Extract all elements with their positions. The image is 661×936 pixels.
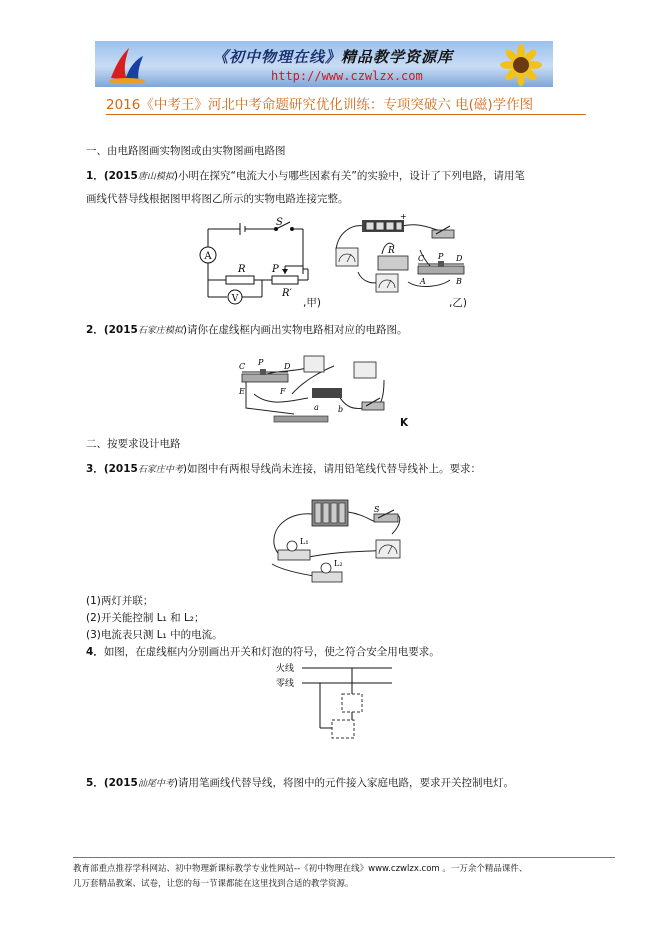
footer-text: [73, 862, 527, 892]
footer-divider: [73, 857, 615, 858]
q3-l2-label: L₂: [334, 559, 343, 568]
rheostat-label: R′: [282, 288, 292, 299]
switch-body: [432, 230, 454, 238]
voltmeter-body: [376, 274, 398, 292]
q2-c-label: C: [239, 362, 246, 371]
q3-l1-label: L₁: [300, 537, 309, 546]
lamp-2-bulb-icon: [321, 563, 331, 573]
rheostat-body: [418, 266, 464, 274]
q3-apparatus-drawing: [262, 494, 408, 584]
lamp-1-bulb-icon: [287, 541, 297, 551]
section-heading-2: 二、按要求设计电路: [86, 438, 181, 450]
lamp-1-base: [278, 550, 310, 560]
dashed-box-lamp[interactable]: [332, 720, 354, 738]
neutral-wire-label: 零线: [276, 679, 295, 689]
meter-1-body: [304, 356, 324, 372]
q2-p-label: P: [258, 358, 264, 367]
question-3: 3．(2015石家庄中考)如图中有两根导线尚未连接，请用铅笔线代替导线补上。要求：: [86, 463, 481, 475]
q1-figure-b-caption: ,乙): [449, 297, 467, 309]
q3-requirement-2: (2)开关能控制 L₁ 和 L₂；: [86, 612, 205, 624]
q3-requirement-1: (1)两灯并联；: [86, 595, 154, 607]
question-4: 4．如图，在虚线框内分别画出开关和灯泡的符号，使之符合安全用电要求。: [86, 646, 440, 658]
q2-d-label: D: [284, 362, 291, 371]
question-5: 5．(2015汕尾中考)请用笔画线代替导线，将图中的元件接入家庭电路，要求开关控制电灯。: [86, 777, 514, 789]
banner-title: 《初中物理在线》精品教学资源库: [213, 48, 454, 66]
q2-b-label: b: [338, 405, 344, 414]
lamp-2-base: [312, 572, 342, 582]
q4-household-circuit: [276, 662, 396, 746]
document-title: 2016《中考王》河北中考命题研究优化训练：专项突破六 电(磁)学作图: [106, 97, 534, 113]
voltmeter-label: V: [231, 294, 239, 304]
q3-requirement-3: (3)电流表只测 L₁ 中的电流。: [86, 629, 223, 641]
fixed-resistor-body: [378, 256, 408, 270]
switch-label: S: [276, 217, 283, 228]
ammeter-body: [336, 248, 358, 266]
apparatus-c-label: C: [418, 254, 425, 263]
ammeter-label: A: [204, 251, 212, 262]
q2-f-label: F: [280, 387, 286, 396]
question-1-line-2: 画线代替导线根据图甲将图乙所示的实物电路连接完整。: [86, 193, 349, 205]
q2-e-label: E: [239, 387, 245, 396]
footer-line-1: 教育部重点推荐学科网站、初中物理新课标教学专业性网站--《初中物理在线》www.czwlzx.com 。一万余个精品课件、: [73, 864, 528, 874]
section-heading-1: 一、由电路图画实物图或由实物图画电路图: [86, 145, 286, 157]
apparatus-d-label: D: [456, 254, 463, 263]
resistor-label: R: [238, 264, 246, 275]
battery-plus-label: +: [400, 212, 407, 221]
question-1-line-1: 1．(2015唐山模拟)小明在探究“电流大小与哪些因素有关”的实验中，设计了下列电路，请用笔: [86, 170, 525, 182]
apparatus-p-label: P: [438, 252, 444, 261]
apparatus-b-label: B: [456, 277, 462, 286]
dashed-box-switch[interactable]: [342, 694, 362, 712]
apparatus-a-label: A: [420, 277, 426, 286]
banner-url[interactable]: http://www.czwlzx.com: [271, 69, 423, 83]
site-logo-icon: [105, 44, 147, 84]
q2-a-label: a: [314, 403, 319, 412]
q1-apparatus-drawing: [322, 210, 468, 298]
meter-2-body: [354, 362, 376, 378]
q2-apparatus-drawing: [234, 350, 394, 426]
sunflower-icon: [491, 43, 547, 87]
live-wire-label: 火线: [276, 664, 295, 674]
switch-body: [374, 514, 398, 522]
rheostat-body: [242, 374, 288, 382]
q1-figure-a-caption: ,甲): [303, 297, 321, 309]
switch-body: [362, 402, 384, 410]
apparatus-resistor-label: R: [388, 246, 395, 256]
site-banner: [95, 41, 553, 87]
resistor-wire-board: [274, 416, 328, 422]
title-divider: [106, 114, 586, 115]
ammeter-body: [376, 540, 400, 558]
footer-line-2: 几万套精品教案、试卷，让您的每一节课都能在这里找到合适的教学资源。: [73, 879, 354, 889]
q2-k-label: K: [400, 417, 409, 429]
q3-s-label: S: [374, 505, 380, 514]
battery-body: [312, 388, 342, 398]
slider-label: P: [272, 264, 279, 275]
q1-circuit-diagram: [190, 214, 320, 314]
question-2: 2．(2015石家庄模拟)请你在虚线框内画出实物电路相对应的电路图。: [86, 324, 408, 336]
